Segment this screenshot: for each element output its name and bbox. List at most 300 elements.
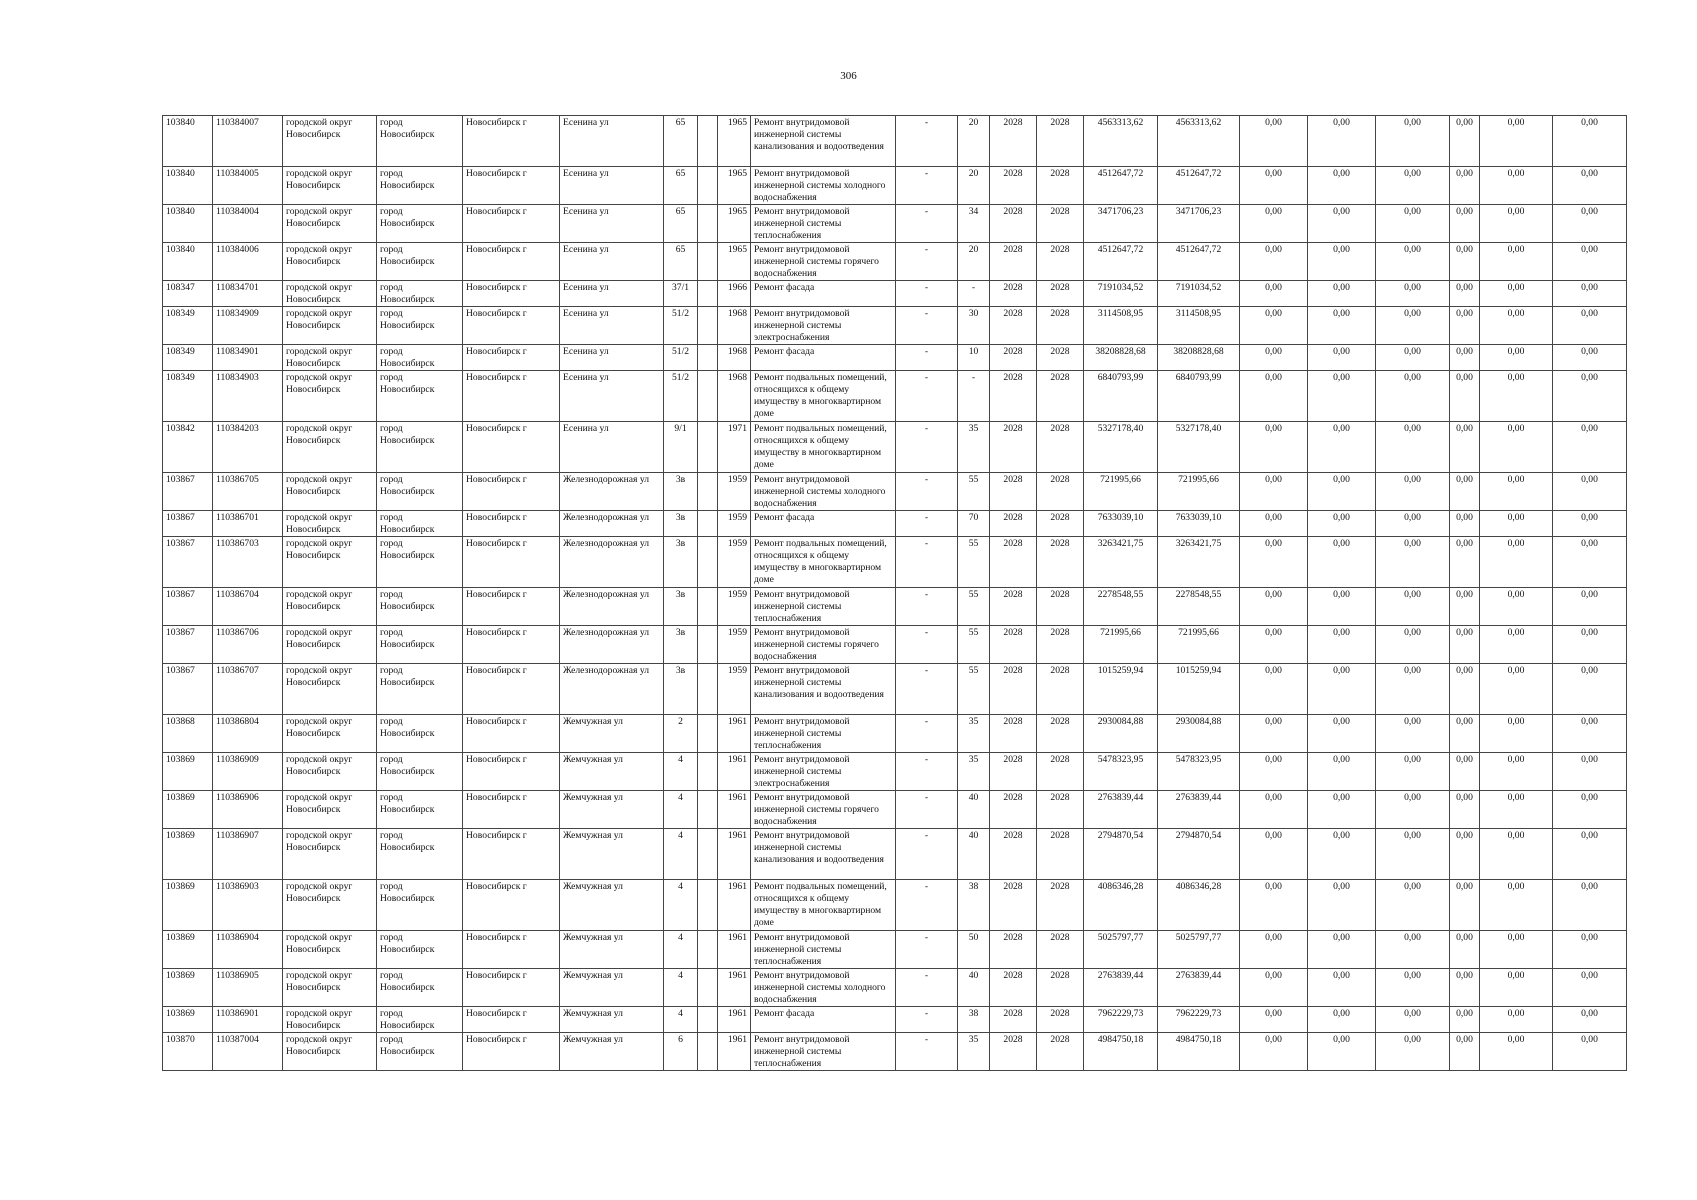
amount-cell-5: 0,00	[1480, 281, 1553, 307]
dash-cell: -	[896, 1007, 958, 1033]
table-row	[163, 715, 1627, 753]
house-number-cell: 4	[664, 829, 698, 880]
street-cell: Есенина ул	[560, 345, 664, 371]
amount-cell-2: 0,00	[1308, 1007, 1376, 1033]
house-number-cell: 51/2	[664, 371, 698, 422]
total-cost-cell: 5025797,77	[1084, 931, 1158, 969]
amount-cell-4: 0,00	[1450, 1007, 1480, 1033]
amount-cell-5: 0,00	[1480, 664, 1553, 715]
dash-cell: -	[896, 829, 958, 880]
amount-cell-5: 0,00	[1480, 167, 1553, 205]
street-cell: Жемчужная ул	[560, 880, 664, 931]
amount-cell-4: 0,00	[1450, 116, 1480, 167]
total-cost-cell: 5478323,95	[1084, 753, 1158, 791]
work-type-cell: Ремонт внутридомовой инженерной системы теплоснабжения	[751, 715, 896, 753]
amount-cell-1: 0,00	[1240, 715, 1308, 753]
work-type-cell: Ремонт фасада	[751, 281, 896, 307]
house-number-cell: 3в	[664, 473, 698, 511]
total-cost-cell: 2763839,44	[1084, 791, 1158, 829]
work-id-cell: 110384203	[213, 422, 283, 473]
amount-cell-5: 0,00	[1480, 537, 1553, 588]
amount-cell-6: 0,00	[1553, 345, 1627, 371]
amount-cell-2: 0,00	[1308, 931, 1376, 969]
amount-cell-1: 0,00	[1240, 422, 1308, 473]
amount-cell-2: 0,00	[1308, 345, 1376, 371]
dash-cell: -	[896, 664, 958, 715]
municipality-cell: городской округ Новосибирск	[283, 931, 377, 969]
building-cell	[698, 931, 718, 969]
street-cell: Железнодорожная ул	[560, 626, 664, 664]
amount-cell-6: 0,00	[1553, 1007, 1627, 1033]
municipality-cell: городской округ Новосибирск	[283, 626, 377, 664]
house-number-cell: 51/2	[664, 345, 698, 371]
amount-cell-3: 0,00	[1376, 371, 1450, 422]
dash-cell: -	[896, 205, 958, 243]
amount-cell-1: 0,00	[1240, 664, 1308, 715]
amount-cell-1: 0,00	[1240, 791, 1308, 829]
amount-cell-6: 0,00	[1553, 116, 1627, 167]
amount-cell-6: 0,00	[1553, 969, 1627, 1007]
amount-cell-3: 0,00	[1376, 116, 1450, 167]
wear-percent-cell: 55	[958, 473, 990, 511]
work-type-cell: Ремонт внутридомовой инженерной системы теплоснабжения	[751, 205, 896, 243]
amount-cell-6: 0,00	[1553, 371, 1627, 422]
dash-cell: -	[896, 537, 958, 588]
amount-cell-6: 0,00	[1553, 1033, 1627, 1071]
amount-cell-2: 0,00	[1308, 588, 1376, 626]
amount-cell-3: 0,00	[1376, 307, 1450, 345]
city-cell: Новосибирск г	[463, 1007, 560, 1033]
wear-percent-cell: 35	[958, 715, 990, 753]
amount-cell-6: 0,00	[1553, 626, 1627, 664]
amount-cell-5: 0,00	[1480, 626, 1553, 664]
amount-cell-1: 0,00	[1240, 205, 1308, 243]
object-id-cell: 103869	[163, 931, 213, 969]
amount-cell-6: 0,00	[1553, 167, 1627, 205]
amount-cell-5: 0,00	[1480, 243, 1553, 281]
municipality-cell: городской округ Новосибирск	[283, 371, 377, 422]
object-id-cell: 103869	[163, 1007, 213, 1033]
work-id-cell: 110386905	[213, 969, 283, 1007]
city-cell: Новосибирск г	[463, 511, 560, 537]
city-cell: Новосибирск г	[463, 664, 560, 715]
object-id-cell: 103867	[163, 664, 213, 715]
object-id-cell: 103840	[163, 167, 213, 205]
street-cell: Есенина ул	[560, 371, 664, 422]
wear-percent-cell: -	[958, 281, 990, 307]
dash-cell: -	[896, 511, 958, 537]
municipality-cell: городской округ Новосибирск	[283, 791, 377, 829]
municipality-cell: городской округ Новосибирск	[283, 307, 377, 345]
work-id-cell: 110386804	[213, 715, 283, 753]
amount-cell-3: 0,00	[1376, 715, 1450, 753]
work-id-cell: 110386903	[213, 880, 283, 931]
year-built-cell: 1968	[718, 371, 751, 422]
year-built-cell: 1968	[718, 307, 751, 345]
amount-cell-1: 0,00	[1240, 626, 1308, 664]
plan-year-end-cell: 2028	[1037, 1007, 1084, 1033]
fund-cost-cell: 38208828,68	[1158, 345, 1240, 371]
building-cell	[698, 829, 718, 880]
total-cost-cell: 7191034,52	[1084, 281, 1158, 307]
year-built-cell: 1965	[718, 205, 751, 243]
plan-year-start-cell: 2028	[990, 537, 1037, 588]
city-cell: Новосибирск г	[463, 371, 560, 422]
amount-cell-4: 0,00	[1450, 1033, 1480, 1071]
fund-cost-cell: 7633039,10	[1158, 511, 1240, 537]
object-id-cell: 103867	[163, 626, 213, 664]
amount-cell-4: 0,00	[1450, 753, 1480, 791]
street-cell: Есенина ул	[560, 205, 664, 243]
work-type-cell: Ремонт внутридомовой инженерной системы теплоснабжения	[751, 931, 896, 969]
plan-year-start-cell: 2028	[990, 1007, 1037, 1033]
work-id-cell: 110834909	[213, 307, 283, 345]
year-built-cell: 1966	[718, 281, 751, 307]
wear-percent-cell: 40	[958, 969, 990, 1007]
city-cell: Новосибирск г	[463, 715, 560, 753]
plan-year-start-cell: 2028	[990, 715, 1037, 753]
house-number-cell: 4	[664, 1007, 698, 1033]
dash-cell: -	[896, 281, 958, 307]
settlement-cell: город Новосибирск	[377, 829, 463, 880]
year-built-cell: 1961	[718, 1033, 751, 1071]
object-id-cell: 103842	[163, 422, 213, 473]
table-row	[163, 829, 1627, 880]
settlement-cell: город Новосибирск	[377, 243, 463, 281]
year-built-cell: 1959	[718, 588, 751, 626]
year-built-cell: 1961	[718, 969, 751, 1007]
object-id-cell: 103869	[163, 829, 213, 880]
dash-cell: -	[896, 307, 958, 345]
amount-cell-1: 0,00	[1240, 537, 1308, 588]
fund-cost-cell: 5025797,77	[1158, 931, 1240, 969]
work-type-cell: Ремонт внутридомовой инженерной системы горячего водоснабжения	[751, 791, 896, 829]
municipality-cell: городской округ Новосибирск	[283, 422, 377, 473]
amount-cell-4: 0,00	[1450, 307, 1480, 345]
work-type-cell: Ремонт подвальных помещений, относящихся к общему имуществу в многоквартирном доме	[751, 371, 896, 422]
wear-percent-cell: 55	[958, 664, 990, 715]
dash-cell: -	[896, 243, 958, 281]
dash-cell: -	[896, 715, 958, 753]
plan-year-end-cell: 2028	[1037, 167, 1084, 205]
amount-cell-6: 0,00	[1553, 880, 1627, 931]
total-cost-cell: 7962229,73	[1084, 1007, 1158, 1033]
building-cell	[698, 511, 718, 537]
total-cost-cell: 2278548,55	[1084, 588, 1158, 626]
object-id-cell: 103869	[163, 791, 213, 829]
amount-cell-6: 0,00	[1553, 537, 1627, 588]
house-number-cell: 2	[664, 715, 698, 753]
amount-cell-4: 0,00	[1450, 371, 1480, 422]
work-id-cell: 110386704	[213, 588, 283, 626]
amount-cell-2: 0,00	[1308, 422, 1376, 473]
municipality-cell: городской округ Новосибирск	[283, 205, 377, 243]
total-cost-cell: 3114508,95	[1084, 307, 1158, 345]
year-built-cell: 1961	[718, 753, 751, 791]
amount-cell-5: 0,00	[1480, 422, 1553, 473]
wear-percent-cell: 35	[958, 753, 990, 791]
amount-cell-1: 0,00	[1240, 116, 1308, 167]
amount-cell-6: 0,00	[1553, 281, 1627, 307]
amount-cell-3: 0,00	[1376, 473, 1450, 511]
fund-cost-cell: 2278548,55	[1158, 588, 1240, 626]
dash-cell: -	[896, 422, 958, 473]
building-cell	[698, 1007, 718, 1033]
work-id-cell: 110386703	[213, 537, 283, 588]
settlement-cell: город Новосибирск	[377, 345, 463, 371]
street-cell: Жемчужная ул	[560, 969, 664, 1007]
plan-year-end-cell: 2028	[1037, 473, 1084, 511]
plan-year-end-cell: 2028	[1037, 715, 1084, 753]
settlement-cell: город Новосибирск	[377, 715, 463, 753]
amount-cell-2: 0,00	[1308, 753, 1376, 791]
building-cell	[698, 969, 718, 1007]
settlement-cell: город Новосибирск	[377, 371, 463, 422]
amount-cell-1: 0,00	[1240, 588, 1308, 626]
wear-percent-cell: 38	[958, 880, 990, 931]
settlement-cell: город Новосибирск	[377, 626, 463, 664]
amount-cell-2: 0,00	[1308, 791, 1376, 829]
settlement-cell: город Новосибирск	[377, 307, 463, 345]
object-id-cell: 103840	[163, 205, 213, 243]
municipality-cell: городской округ Новосибирск	[283, 167, 377, 205]
settlement-cell: город Новосибирск	[377, 116, 463, 167]
house-number-cell: 65	[664, 205, 698, 243]
fund-cost-cell: 2794870,54	[1158, 829, 1240, 880]
year-built-cell: 1961	[718, 829, 751, 880]
dash-cell: -	[896, 880, 958, 931]
city-cell: Новосибирск г	[463, 753, 560, 791]
dash-cell: -	[896, 473, 958, 511]
municipality-cell: городской округ Новосибирск	[283, 1033, 377, 1071]
total-cost-cell: 38208828,68	[1084, 345, 1158, 371]
house-number-cell: 3в	[664, 537, 698, 588]
amount-cell-3: 0,00	[1376, 345, 1450, 371]
amount-cell-2: 0,00	[1308, 829, 1376, 880]
amount-cell-5: 0,00	[1480, 829, 1553, 880]
house-number-cell: 4	[664, 969, 698, 1007]
amount-cell-1: 0,00	[1240, 969, 1308, 1007]
work-type-cell: Ремонт внутридомовой инженерной системы теплоснабжения	[751, 1033, 896, 1071]
settlement-cell: город Новосибирск	[377, 664, 463, 715]
fund-cost-cell: 1015259,94	[1158, 664, 1240, 715]
street-cell: Есенина ул	[560, 167, 664, 205]
wear-percent-cell: 55	[958, 626, 990, 664]
work-type-cell: Ремонт подвальных помещений, относящихся к общему имуществу в многоквартирном доме	[751, 422, 896, 473]
amount-cell-3: 0,00	[1376, 829, 1450, 880]
fund-cost-cell: 5327178,40	[1158, 422, 1240, 473]
municipality-cell: городской округ Новосибирск	[283, 537, 377, 588]
fund-cost-cell: 3263421,75	[1158, 537, 1240, 588]
work-id-cell: 110386706	[213, 626, 283, 664]
total-cost-cell: 2794870,54	[1084, 829, 1158, 880]
work-id-cell: 110386907	[213, 829, 283, 880]
amount-cell-1: 0,00	[1240, 1007, 1308, 1033]
year-built-cell: 1959	[718, 511, 751, 537]
table-row	[163, 116, 1627, 167]
object-id-cell: 103867	[163, 473, 213, 511]
object-id-cell: 103867	[163, 588, 213, 626]
total-cost-cell: 4512647,72	[1084, 167, 1158, 205]
work-id-cell: 110386901	[213, 1007, 283, 1033]
city-cell: Новосибирск г	[463, 880, 560, 931]
total-cost-cell: 3471706,23	[1084, 205, 1158, 243]
total-cost-cell: 4512647,72	[1084, 243, 1158, 281]
amount-cell-6: 0,00	[1553, 664, 1627, 715]
settlement-cell: город Новосибирск	[377, 473, 463, 511]
amount-cell-6: 0,00	[1553, 829, 1627, 880]
amount-cell-6: 0,00	[1553, 588, 1627, 626]
amount-cell-1: 0,00	[1240, 1033, 1308, 1071]
amount-cell-4: 0,00	[1450, 715, 1480, 753]
table-row	[163, 281, 1627, 307]
fund-cost-cell: 2763839,44	[1158, 791, 1240, 829]
amount-cell-3: 0,00	[1376, 753, 1450, 791]
building-cell	[698, 880, 718, 931]
settlement-cell: город Новосибирск	[377, 1007, 463, 1033]
building-cell	[698, 167, 718, 205]
amount-cell-2: 0,00	[1308, 205, 1376, 243]
object-id-cell: 108347	[163, 281, 213, 307]
plan-year-start-cell: 2028	[990, 829, 1037, 880]
amount-cell-2: 0,00	[1308, 371, 1376, 422]
amount-cell-2: 0,00	[1308, 243, 1376, 281]
plan-year-end-cell: 2028	[1037, 422, 1084, 473]
total-cost-cell: 1015259,94	[1084, 664, 1158, 715]
work-type-cell: Ремонт фасада	[751, 511, 896, 537]
building-cell	[698, 281, 718, 307]
city-cell: Новосибирск г	[463, 167, 560, 205]
wear-percent-cell: 20	[958, 243, 990, 281]
settlement-cell: город Новосибирск	[377, 588, 463, 626]
dash-cell: -	[896, 791, 958, 829]
settlement-cell: город Новосибирск	[377, 791, 463, 829]
table-row	[163, 473, 1627, 511]
object-id-cell: 103869	[163, 969, 213, 1007]
table-row	[163, 969, 1627, 1007]
object-id-cell: 103840	[163, 243, 213, 281]
fund-cost-cell: 4512647,72	[1158, 243, 1240, 281]
city-cell: Новосибирск г	[463, 116, 560, 167]
plan-year-start-cell: 2028	[990, 167, 1037, 205]
amount-cell-2: 0,00	[1308, 969, 1376, 1007]
municipality-cell: городской округ Новосибирск	[283, 588, 377, 626]
municipality-cell: городской округ Новосибирск	[283, 511, 377, 537]
amount-cell-5: 0,00	[1480, 371, 1553, 422]
amount-cell-5: 0,00	[1480, 880, 1553, 931]
building-cell	[698, 537, 718, 588]
amount-cell-4: 0,00	[1450, 880, 1480, 931]
table-row	[163, 537, 1627, 588]
amount-cell-2: 0,00	[1308, 116, 1376, 167]
plan-year-start-cell: 2028	[990, 307, 1037, 345]
plan-year-start-cell: 2028	[990, 243, 1037, 281]
amount-cell-5: 0,00	[1480, 1007, 1553, 1033]
settlement-cell: город Новосибирск	[377, 537, 463, 588]
plan-year-start-cell: 2028	[990, 969, 1037, 1007]
dash-cell: -	[896, 969, 958, 1007]
street-cell: Жемчужная ул	[560, 829, 664, 880]
amount-cell-1: 0,00	[1240, 243, 1308, 281]
municipality-cell: городской округ Новосибирск	[283, 116, 377, 167]
amount-cell-1: 0,00	[1240, 167, 1308, 205]
plan-year-start-cell: 2028	[990, 422, 1037, 473]
street-cell: Жемчужная ул	[560, 753, 664, 791]
work-id-cell: 110834903	[213, 371, 283, 422]
amount-cell-3: 0,00	[1376, 969, 1450, 1007]
house-number-cell: 3в	[664, 511, 698, 537]
amount-cell-4: 0,00	[1450, 205, 1480, 243]
total-cost-cell: 3263421,75	[1084, 537, 1158, 588]
amount-cell-1: 0,00	[1240, 829, 1308, 880]
work-type-cell: Ремонт подвальных помещений, относящихся к общему имуществу в многоквартирном доме	[751, 880, 896, 931]
fund-cost-cell: 7962229,73	[1158, 1007, 1240, 1033]
city-cell: Новосибирск г	[463, 307, 560, 345]
plan-year-start-cell: 2028	[990, 626, 1037, 664]
year-built-cell: 1965	[718, 116, 751, 167]
table-row	[163, 880, 1627, 931]
table-row	[163, 307, 1627, 345]
amount-cell-5: 0,00	[1480, 931, 1553, 969]
dash-cell: -	[896, 931, 958, 969]
house-number-cell: 37/1	[664, 281, 698, 307]
fund-cost-cell: 4563313,62	[1158, 116, 1240, 167]
street-cell: Есенина ул	[560, 281, 664, 307]
object-id-cell: 108349	[163, 345, 213, 371]
plan-year-start-cell: 2028	[990, 931, 1037, 969]
amount-cell-3: 0,00	[1376, 422, 1450, 473]
house-number-cell: 3в	[664, 588, 698, 626]
street-cell: Жемчужная ул	[560, 1033, 664, 1071]
amount-cell-5: 0,00	[1480, 511, 1553, 537]
page-number: 306	[840, 70, 857, 82]
amount-cell-4: 0,00	[1450, 243, 1480, 281]
amount-cell-4: 0,00	[1450, 511, 1480, 537]
amount-cell-6: 0,00	[1553, 307, 1627, 345]
amount-cell-1: 0,00	[1240, 307, 1308, 345]
total-cost-cell: 4563313,62	[1084, 116, 1158, 167]
municipality-cell: городской округ Новосибирск	[283, 1007, 377, 1033]
dash-cell: -	[896, 1033, 958, 1071]
total-cost-cell: 5327178,40	[1084, 422, 1158, 473]
wear-percent-cell: 70	[958, 511, 990, 537]
amount-cell-5: 0,00	[1480, 791, 1553, 829]
house-number-cell: 4	[664, 931, 698, 969]
work-type-cell: Ремонт внутридомовой инженерной системы холодного водоснабжения	[751, 473, 896, 511]
work-id-cell: 110834701	[213, 281, 283, 307]
municipality-cell: городской округ Новосибирск	[283, 969, 377, 1007]
amount-cell-4: 0,00	[1450, 167, 1480, 205]
work-id-cell: 110386909	[213, 753, 283, 791]
street-cell: Есенина ул	[560, 422, 664, 473]
year-built-cell: 1965	[718, 167, 751, 205]
year-built-cell: 1959	[718, 664, 751, 715]
amount-cell-3: 0,00	[1376, 791, 1450, 829]
settlement-cell: город Новосибирск	[377, 969, 463, 1007]
amount-cell-3: 0,00	[1376, 167, 1450, 205]
city-cell: Новосибирск г	[463, 537, 560, 588]
amount-cell-6: 0,00	[1553, 511, 1627, 537]
plan-year-start-cell: 2028	[990, 371, 1037, 422]
object-id-cell: 103867	[163, 511, 213, 537]
fund-cost-cell: 3114508,95	[1158, 307, 1240, 345]
table-row	[163, 243, 1627, 281]
fund-cost-cell: 4512647,72	[1158, 167, 1240, 205]
amount-cell-5: 0,00	[1480, 345, 1553, 371]
amount-cell-4: 0,00	[1450, 537, 1480, 588]
object-id-cell: 103840	[163, 116, 213, 167]
amount-cell-3: 0,00	[1376, 880, 1450, 931]
